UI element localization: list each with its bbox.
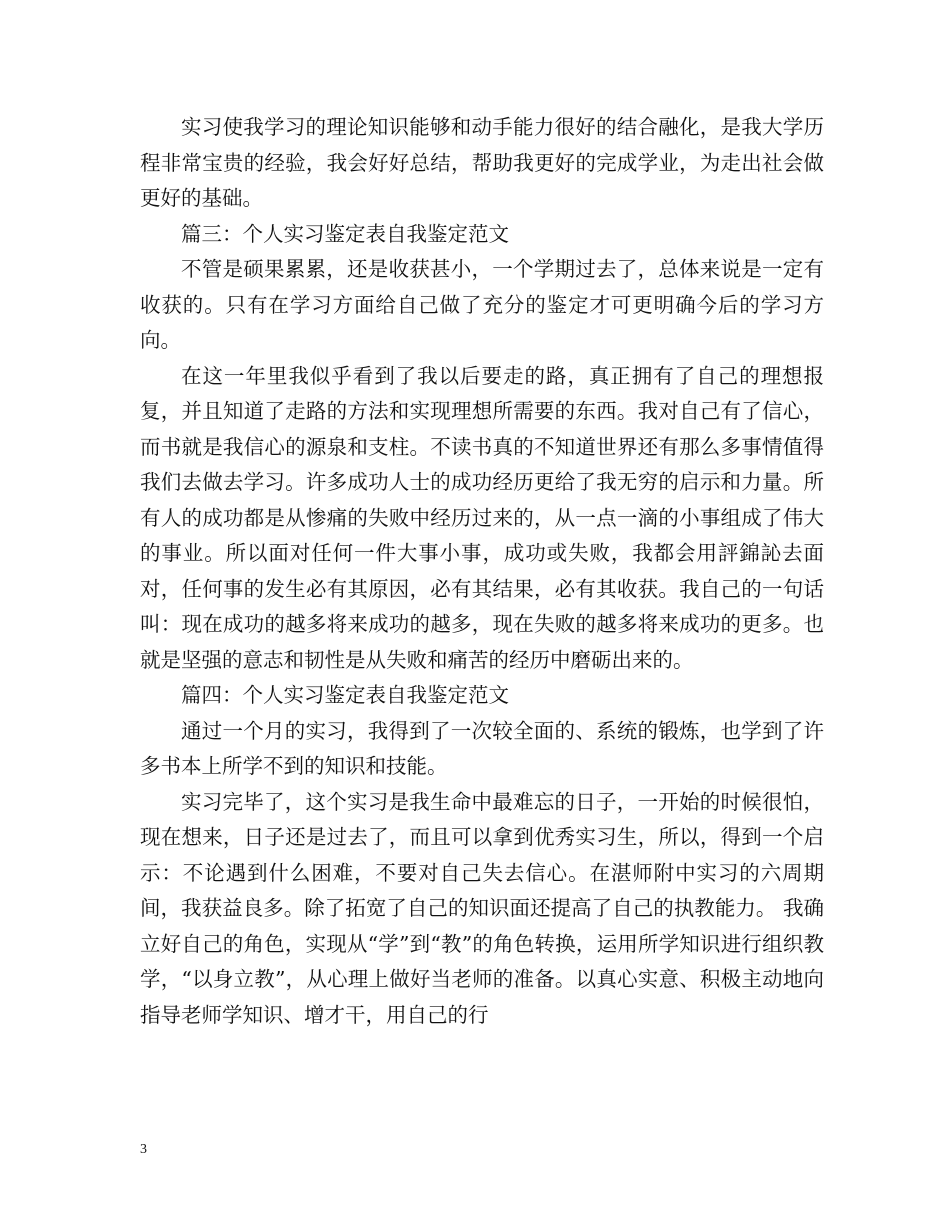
page-number: 3 bbox=[140, 1142, 147, 1157]
document-body bbox=[140, 110, 824, 1033]
paragraph-3: 在这一年里我似乎看到了我以后要走的路，真正拥有了自己的理想报复，并且知道了走路的方法和实现理想所需要的东西。我对自己有了信心，而书就是我信心的源泉和支柱。不读书真的不知道世界还有那么多事情值得我们去做去学习。许多成功人士的成功经历更给了我无穷的启示和力量。所有人的成功都是从惨痛的失败中经历过来的，从一点一滴的小事组成了伟大的事业。所以面对任何一件大事小事，成功或失败，我都会用評錦訫去面对，任何事的发生必有其原因，必有其结果，必有其收获。我自己的一句话叫：现在成功的越多将来成功的越多，现在失败的越多将来成功的更多。也就是坚强的意志和韧性是从失败和痛苦的经历中磨砺出来的。 bbox=[140, 363, 824, 672]
paragraph-1: 实习使我学习的理论知识能够和动手能力很好的结合融化，是我大学历程非常宝贵的经验，我会好好总结，帮助我更好的完成学业，为走出社会做更好的基础。 bbox=[140, 115, 824, 210]
paragraph-2: 不管是硕果累累，还是收获甚小，一个学期过去了，总体来说是一定有收获的。只有在学习方面给自己做了充分的鉴定才可更明确今后的学习方向。 bbox=[140, 257, 824, 352]
paragraph-4: 通过一个月的实习，我得到了一次较全面的、系统的锻炼，也学到了许多书本上所学不到的知识和技能。 bbox=[140, 718, 824, 778]
paragraph-5: 实习完毕了，这个实习是我生命中最难忘的日子，一开始的时候很怕，现在想来，日子还是过去了，而且可以拿到优秀实习生，所以，得到一个启示：不论遇到什么困难，不要对自己失去信心。在湛师附中实习的六周期间，我获益良多。除了拓宽了自己的知识面还提高了自己的执教能力。 我确立好自己的角色，实现从“学”到“教”的角色转换，运用所学知识进行组织教学，“以身立教”，从心理上做好当老师的准备。以真心实意、积极主动地向指导老师学知识、增才干，用自己的行 bbox=[140, 789, 824, 1027]
section-heading-4: 篇四：个人实习鉴定表自我鉴定范文 bbox=[181, 683, 509, 707]
section-heading-3: 篇三：个人实习鉴定表自我鉴定范文 bbox=[181, 221, 509, 246]
